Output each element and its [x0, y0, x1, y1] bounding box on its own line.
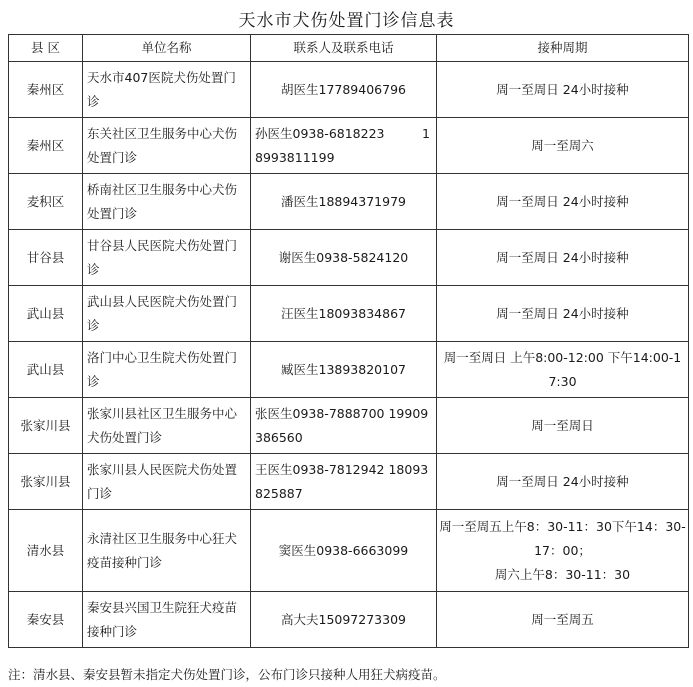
cell-period: 周一至周六 [437, 118, 689, 174]
cell-county: 秦州区 [9, 118, 83, 174]
cell-unit: 张家川县人民医院犬伤处置门诊 [83, 454, 251, 510]
cell-county: 武山县 [9, 286, 83, 342]
cell-period: 周一至周日 上午8:00-12:00 下午14:00-17:30 [437, 342, 689, 398]
cell-unit: 东关社区卫生服务中心犬伤处置门诊 [83, 118, 251, 174]
cell-period: 周一至周日 24小时接种 [437, 230, 689, 286]
cell-contact: 胡医生17789406796 [251, 62, 437, 118]
table-row [9, 510, 689, 592]
cell-period: 周一至周日 [437, 398, 689, 454]
cell-contact: 臧医生13893820107 [251, 342, 437, 398]
footnote: 注：清水县、秦安县暂未指定犬伤处置门诊，公布门诊只接种人用狂犬病疫苗。 [8, 667, 446, 682]
table-row [9, 398, 689, 454]
cell-contact: 张医生0938-7888700 19909386560 [251, 398, 437, 454]
cell-unit: 洛门中心卫生院犬伤处置门诊 [83, 342, 251, 398]
cell-unit: 秦安县兴国卫生院狂犬疫苗接种门诊 [83, 592, 251, 648]
table-row [9, 454, 689, 510]
header-contact: 联系人及联系电话 [251, 35, 437, 62]
cell-unit: 张家川县社区卫生服务中心犬伤处置门诊 [83, 398, 251, 454]
cell-unit: 武山县人民医院犬伤处置门诊 [83, 286, 251, 342]
table-row [9, 592, 689, 648]
cell-county: 秦州区 [9, 62, 83, 118]
cell-unit: 桥南社区卫生服务中心犬伤处置门诊 [83, 174, 251, 230]
cell-period: 周一至周五 [437, 592, 689, 648]
cell-county: 武山县 [9, 342, 83, 398]
cell-period [437, 510, 689, 592]
table-row [9, 118, 689, 174]
cell-unit: 天水市407医院犬伤处置门诊 [83, 62, 251, 118]
cell-contact: 高大夫15097273309 [251, 592, 437, 648]
cell-period: 周一至周日 24小时接种 [437, 286, 689, 342]
cell-contact: 谢医生0938-5824120 [251, 230, 437, 286]
cell-contact: 汪医生18093834867 [251, 286, 437, 342]
cell-period: 周一至周日 24小时接种 [437, 454, 689, 510]
cell-county: 甘谷县 [9, 230, 83, 286]
cell-county: 清水县 [9, 510, 83, 592]
cell-contact: 孙医生0938-6818223 18993811199 [251, 118, 437, 174]
period-weekday: 周一至周五上午8：30-11：30下午14：30-17：00； [439, 518, 686, 558]
cell-county: 秦安县 [9, 592, 83, 648]
cell-period: 周一至周日 24小时接种 [437, 174, 689, 230]
table-header-row [9, 35, 689, 62]
cell-contact: 王医生0938-7812942 18093825887 [251, 454, 437, 510]
header-unit: 单位名称 [83, 35, 251, 62]
cell-unit: 永清社区卫生服务中心狂犬疫苗接种门诊 [83, 510, 251, 592]
clinic-table [8, 34, 689, 648]
cell-county: 麦积区 [9, 174, 83, 230]
table-row [9, 174, 689, 230]
page-title: 天水市犬伤处置门诊信息表 [238, 11, 455, 31]
table-row [9, 230, 689, 286]
cell-period: 周一至周日 24小时接种 [437, 62, 689, 118]
table-row [9, 62, 689, 118]
cell-contact: 潘医生18894371979 [251, 174, 437, 230]
period-saturday: 周六上午8：30-11：30 [494, 566, 631, 582]
cell-contact: 窦医生0938-6663099 [251, 510, 437, 592]
header-county: 县 区 [9, 35, 83, 62]
cell-unit: 甘谷县人民医院犬伤处置门诊 [83, 230, 251, 286]
cell-county: 张家川县 [9, 454, 83, 510]
header-period: 接种周期 [437, 35, 689, 62]
cell-county: 张家川县 [9, 398, 83, 454]
table-row [9, 342, 689, 398]
table-row [9, 286, 689, 342]
